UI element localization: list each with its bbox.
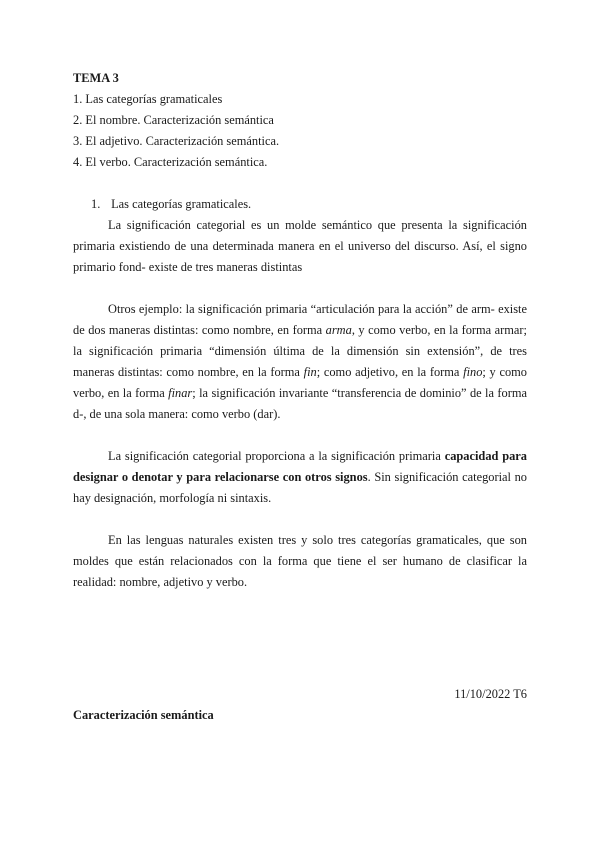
text-run: ; y como verbo, en la forma (73, 365, 527, 400)
text-run: ; la significación invariante “transferencia de dominio” de la forma d-, de una sola manera: como verbo (dar). (73, 386, 527, 421)
paragraph-3 (73, 446, 527, 509)
italic-term: arma (325, 323, 352, 337)
document-page (73, 68, 527, 726)
text-run: , y como verbo, en la forma armar; la significación primaria “dimensión última de la dimensión sin extensión”, de tres maneras distintas: como nombre, en la forma (73, 323, 527, 379)
toc-item: 1. Las categorías gramaticales (73, 92, 223, 106)
italic-term: fino (463, 365, 483, 379)
toc-item: 2. El nombre. Caracterización semántica (73, 113, 274, 127)
paragraph-1: La significación categorial es un molde semántico que presenta la significación primaria existiendo de una determinada manera en el universo del discurso. Así, el signo primario fond- existe de tres maneras distintas (73, 218, 527, 274)
text-run: ; como adjetivo, en la forma (316, 365, 464, 379)
section-heading (73, 194, 527, 215)
paragraph-4: En las lenguas naturales existen tres y solo tres categorías gramaticales, que son moldes que están relacionados con la forma que tiene el ser humano de clasificar la realidad: nombre, adjetivo y verbo. (73, 533, 527, 589)
text-run: La significación categorial proporciona a la significación primaria (108, 449, 445, 463)
text-run: . Sin significación categorial no hay designación, morfología ni sintaxis. (73, 470, 528, 505)
italic-term: finar (168, 386, 193, 400)
paragraph-2 (73, 299, 527, 425)
document-title: TEMA 3 (73, 71, 119, 85)
italic-term: fin (303, 365, 317, 379)
subheading: Caracterización semántica (73, 708, 214, 722)
toc-item: 4. El verbo. Caracterización semántica. (73, 155, 268, 169)
table-of-contents (73, 89, 527, 173)
date-stamp: 11/10/2022 T6 (454, 687, 527, 701)
bold-phrase: capacidad para designar o denotar y para relacionarse con otros signos (73, 449, 527, 484)
text-run: Otros ejemplo: la significación primaria “articulación para la acción” de arm- existe de dos maneras distintas: como nombre, en forma (73, 302, 527, 337)
section-number: 1. (91, 197, 101, 211)
section-title: Las categorías gramaticales. (111, 197, 252, 211)
toc-item: 3. El adjetivo. Caracterización semántica. (73, 134, 280, 148)
